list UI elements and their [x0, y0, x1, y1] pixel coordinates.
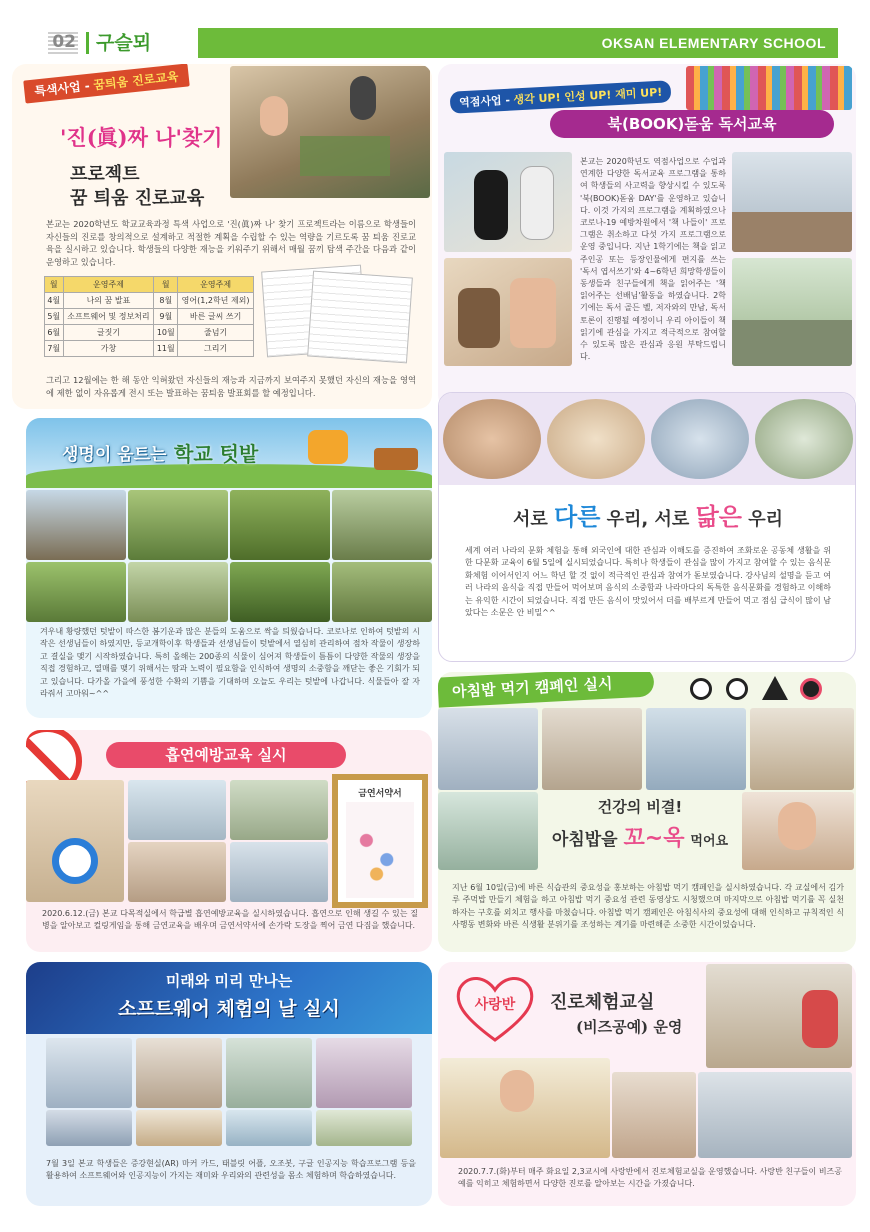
- slogan-emph: 꼬~옥: [623, 826, 685, 851]
- slogan-line-2: [542, 821, 738, 852]
- culture-title-part: 우리, 서로: [600, 509, 696, 530]
- table-cell: 7월: [45, 341, 64, 357]
- culture-photo-2: [547, 399, 645, 479]
- book-tag-label: 역점사업 -: [458, 93, 511, 110]
- garden-title-2: 학교 텃밭: [174, 442, 259, 466]
- rice-ball-icon: [726, 678, 748, 700]
- slogan-part: 아침밥을: [551, 830, 618, 850]
- page-number: 02: [48, 30, 78, 54]
- software-panel: [26, 962, 432, 1206]
- slogan-part: 먹어요: [690, 834, 729, 849]
- breakfast-title-banner: 아침밥 먹기 캠페인 실시: [438, 672, 655, 708]
- breakfast-body: 지난 6월 10일(금)에 바른 식습관의 중요성을 홍보하는 아침밥 먹기 캠페인을 실시하였습니다. 각 교실에서 김가루 주먹밥 만들기 체험을 하고 아침밥 먹기 중요성 관련 동영상도 시청했으며 마지막으로 아침밥 먹기를 꼭 실천하자는 구호를 외치고 행사를 마쳤습니다. 아침밥 먹기 캠페인은 아침식사의 중요성에 대해 인식하고 규칙적인 식사행동 변화와 바른 식생활 분위기를 조성하는 계기를 마련해준 소중한 시간이었습니다.: [452, 883, 844, 930]
- book-title-banner: 북(BOOK)돋움 독서교육: [550, 110, 834, 138]
- culture-panel: [438, 392, 856, 662]
- culture-title-emph-1: 다른: [554, 503, 601, 531]
- table-cell: 나의 꿈 발표: [63, 293, 154, 309]
- career-title-1: '진(眞)짜 나'찾기: [60, 125, 223, 150]
- garden-photo-3: [230, 490, 330, 560]
- heart-icon: [452, 972, 538, 1044]
- culture-title: [439, 497, 856, 532]
- table-cell: 10월: [154, 325, 178, 341]
- smoking-photo-1: [128, 780, 226, 840]
- table-cell: 소프트웨어 및 정보처리: [63, 309, 154, 325]
- slogan-line-1: 건강의 비결!: [597, 798, 683, 816]
- table-cell: 그리기: [178, 341, 254, 357]
- onigiri-icon: [762, 676, 788, 700]
- career-tag-subject: 꿈틔움 진로교육: [92, 69, 180, 93]
- breakfast-photo-3: [646, 708, 746, 790]
- book-panel: [438, 64, 856, 409]
- software-photo-3: [226, 1038, 312, 1108]
- career-photo-students: [230, 66, 430, 198]
- culture-title-emph-2: 닮은: [695, 503, 742, 531]
- table-cell: 4월: [45, 293, 64, 309]
- breakfast-photo-1: [438, 708, 538, 790]
- beads-body: 2020.7.7.(화)부터 매주 화요일 2,3교시에 사랑반에서 진로체험교실을 운영했습니다. 사랑반 친구들이 비즈공예를 익히고 체험하면서 다양한 진로를 알아보는 시간을 가졌습니다.: [458, 1167, 842, 1189]
- beads-photo-3: [612, 1072, 696, 1158]
- breakfast-photo-6: [742, 792, 854, 870]
- page-header: [48, 28, 838, 58]
- smoking-photo-curling: [26, 780, 124, 902]
- table-header: 월: [154, 277, 178, 293]
- rice-ball-icon: [690, 678, 712, 700]
- career-title-3: 꿈 틔움 진로교육: [70, 188, 205, 209]
- beads-photo-1: [706, 964, 852, 1068]
- book-tag-subject: 생각 UP! 인성 UP! 재미 UP!: [513, 85, 663, 107]
- culture-body: 세계 여러 나라의 문화 체험을 통해 외국인에 대한 관심과 이해도를 증진하여 조화로운 공동체 생활을 위한 다문화 교육이 6월 5일에 실시되었습니다. 특히나 학생들이 관심을 많이 가지고 참여할 수 있는 음식문화체험 이어서인지 어느 학년 할 것 없이 적극적인 관심과 참여가 돋보였습니다. 강사님의 설명을 듣고 여러 나라의 음식을 직접 만들어 먹어보며 음식의 소중함과 나라마다의 독특한 음식문화를 경험하고 이해하는 유익한 시간이 되었습니다. 직접 만든 음식이 맛있어서 더를 배부르게 만들어 먹고 점심 급식이 많이 남았다는 소문은 안 비밀^^: [465, 546, 831, 618]
- breakfast-photo-2: [542, 708, 642, 790]
- smoking-photo-3: [128, 842, 226, 902]
- garden-photo-2: [128, 490, 228, 560]
- book-photo-2: [444, 258, 572, 366]
- breakfast-slogan: [542, 796, 738, 868]
- culture-photo-3: [651, 399, 749, 479]
- software-photo-4: [316, 1038, 412, 1108]
- career-worksheet-image: [264, 268, 414, 360]
- software-banner: [26, 962, 432, 1034]
- breakfast-panel: [438, 672, 856, 952]
- career-title-2: 프로젝트: [70, 164, 140, 185]
- software-body: 7월 3일 본교 학생들은 증강현실(AR) 마커 카드, 태블릿 어플, 오조봇, 구글 인공지능 학습프로그램 등을 활용하여 소프트웨어와 인공지능이 가지는 재미와 우리와의 관련성을 몸소 체험하며 학습하였습니다.: [46, 1159, 416, 1181]
- book-body: 본교는 2020학년도 역점사업으로 수업과 연계한 다양한 독서교육 프로그램을 통하여 학생들의 사고력을 향상시킬 수 있도록 '북(BOOK)돋움 DAY'를 운영하고 있습니다. 이것 가지의 프로그램을 계획하였으나 코로나-19 예방차원에서 '책 나들이' 프로그램은 취소하고 다섯 가지 프로그램으로 운영 중입니다. 지난 1학기에는 책을 읽고 주인공 또는 등장인물에게 편지를 쓰는 '독서 엽서쓰기'와 4~6학년 희망학생들이 동생들과 친구들에게 책을 읽어주는 '책 읽어주는 선배님'활동을 하였습니다. 2학기에는 독서 골든 벨, 저자와의 만남, 독서 토론이 진행될 예정이니 우리 아이들이 책 읽기에 관심을 가지고 적극적으로 참여할 수 있도록 많은 관심과 응원 부탁드립니다.: [580, 157, 726, 362]
- career-footer: 그리고 12월에는 한 해 동안 익혀왔던 자신들의 재능과 지금까지 보여주지 못했던 자신의 재능을 영역에 제한 없이 자유롭게 전시 또는 발표하는 꿈틔움 발표회를 할 예정입니다.: [46, 375, 416, 398]
- garden-title-1: 생명이 움트는: [62, 445, 167, 465]
- smoking-panel: [26, 730, 432, 952]
- book-photo-4: [732, 258, 852, 366]
- breakfast-photo-4: [750, 708, 854, 790]
- garden-photo-7: [230, 562, 330, 622]
- software-photo-1: [46, 1038, 132, 1108]
- software-photo-5: [46, 1110, 132, 1146]
- garden-photo-1: [26, 490, 126, 560]
- heart-label: 사랑반: [474, 997, 516, 1013]
- garden-body: 겨우내 황량했던 텃밭이 따스한 봄기운과 많은 분들의 도움으로 싹을 틔웠습니다. 코로나로 인하여 텃밭의 시작은 선생님들이 하였지만, 등교개학이후 학생들과 선생님들이 텃밭에서 열심히 관리하여 점차 작물이 생장하고 결실을 맺기 시작하였습니다. 특히 올해는 200종의 식물이 심어져 학생들이 틈틈이 다양한 작물의 생장을 직접 경험하고, 열매를 맺기 위해서는 땀과 노력이 필요함을 인식하여 생명의 소중함을 깨닫는 좋은 기회가 되고 있습니다. 다가올 가을에 풍성한 수확의 기쁨을 기대하며 오늘도 우리는 텃밭에 나갑니다. 식물들아 잘 자라줘서 고마워~^^: [40, 627, 420, 699]
- garden-photo-5: [26, 562, 126, 622]
- culture-photo-strip: [439, 393, 856, 485]
- table-cell: 6월: [45, 325, 64, 341]
- smoking-photo-4: [230, 842, 328, 902]
- table-header: 운영주제: [63, 277, 154, 293]
- career-tag-label: 특색사업 -: [33, 78, 91, 99]
- software-photo-8: [316, 1110, 412, 1146]
- smoking-photo-2: [230, 780, 328, 840]
- cart-icon: [374, 448, 418, 470]
- table-cell: 5월: [45, 309, 64, 325]
- table-cell: 바른 글씨 쓰기: [178, 309, 254, 325]
- beads-photo-2: [440, 1058, 610, 1158]
- table-cell: 9월: [154, 309, 178, 325]
- garden-photo-6: [128, 562, 228, 622]
- garden-photo-4: [332, 490, 432, 560]
- book-photo-1: [444, 152, 572, 252]
- career-body: 본교는 2020학년도 학교교육과정 특색 사업으로 '진(眞)짜 나' 찾기 프로젝트라는 이름으로 학생들이 자신들의 진로를 창의적으로 설계하고 적절한 계획을 수립할 수 있는 역량을 기르도록 꿈 틔움 진로교육을 실시하고 있습니다. 학생들의 다양한 재능을 키워주기 위해서 매월 꿈끼 탐색 주간을 다음과 같이 운영하고 있습니다.: [46, 219, 416, 267]
- culture-photo-1: [443, 399, 541, 479]
- pledge-title: 금연서약서: [358, 789, 402, 799]
- breakfast-photo-5: [438, 792, 538, 870]
- software-title-2: 소프트웨어 체험의 날 실시: [118, 998, 340, 1020]
- table-cell: 11월: [154, 341, 178, 357]
- beads-panel: [438, 962, 856, 1206]
- smoking-pledge-frame: [332, 774, 428, 908]
- table-header: 월: [45, 277, 64, 293]
- garden-photo-8: [332, 562, 432, 622]
- book-tag: [450, 80, 672, 114]
- garden-banner: [26, 418, 432, 488]
- beads-title-2: (비즈공예) 운영: [576, 1018, 683, 1036]
- career-panel: [12, 64, 432, 409]
- software-photo-6: [136, 1110, 222, 1146]
- smoking-title-banner: 흡연예방교육 실시: [106, 742, 346, 768]
- software-title-1: 미래와 미리 만나는: [165, 972, 293, 990]
- software-photo-7: [226, 1110, 312, 1146]
- school-name-bar: OKSAN ELEMENTARY SCHOOL: [198, 28, 838, 58]
- sushi-icon: [800, 678, 822, 700]
- smoking-body: 2020.6.12.(금) 본교 다목적실에서 학급별 흡연예방교육을 실시하였습니다. 흡연으로 인해 생길 수 있는 질병을 알아보고 컬링게임을 통해 금연교육을 배우며 금연서약서에 손가락 도장을 찍어 금연 다짐을 했습니다.: [42, 909, 418, 931]
- table-cell: 글짓기: [63, 325, 154, 341]
- book-photo-3: [732, 152, 852, 252]
- table-cell: 줄넘기: [178, 325, 254, 341]
- career-tag: [23, 64, 189, 104]
- watering-can-icon: [308, 430, 348, 464]
- table-cell: 영어(1,2학년 제외): [178, 293, 254, 309]
- culture-title-part: 서로: [512, 509, 555, 530]
- beads-photo-4: [698, 1072, 852, 1158]
- publication-name: 구슬뫼: [96, 32, 152, 54]
- garden-panel: [26, 418, 432, 718]
- table-cell: 가창: [63, 341, 154, 357]
- table-header: 운영주제: [178, 277, 254, 293]
- table-cell: 8월: [154, 293, 178, 309]
- book-shelf-image: [686, 66, 852, 110]
- culture-title-part: 우리: [741, 509, 784, 530]
- software-photo-2: [136, 1038, 222, 1108]
- career-schedule-table: [44, 276, 254, 357]
- culture-photo-4: [755, 399, 853, 479]
- header-divider: [86, 32, 89, 54]
- beads-title-1: 진로체험교실: [550, 992, 655, 1013]
